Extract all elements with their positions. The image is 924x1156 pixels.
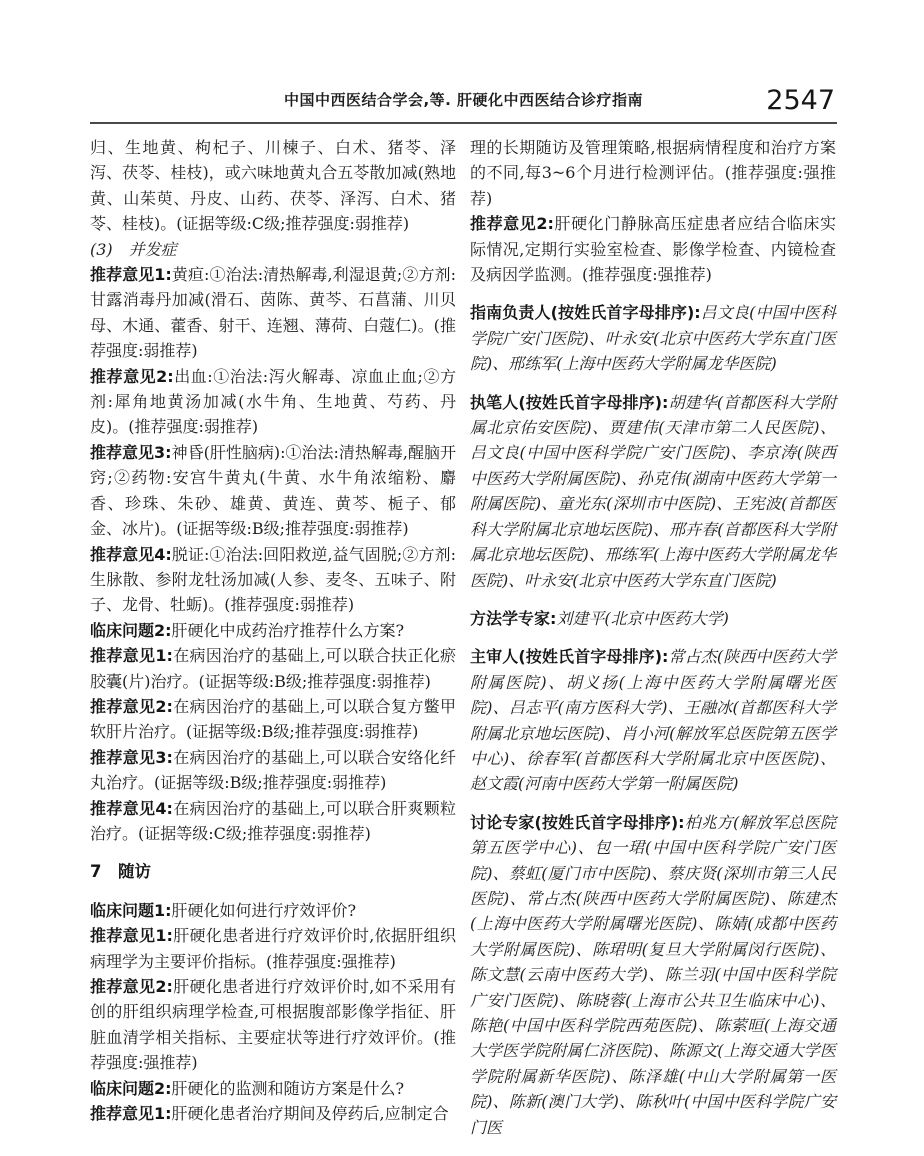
subsection-complications — [90, 237, 456, 262]
recommendation-label: 推荐意见1: — [90, 646, 173, 666]
recommendation-label: 推荐意见2: — [90, 696, 173, 716]
recommendation-text: 肝硬化患者治疗期间及停药后,应制定合 — [171, 1104, 449, 1124]
two-column-body — [90, 135, 837, 1140]
clinical-question-monitoring — [90, 1076, 456, 1101]
recommendation-fuzhenghuayu — [90, 643, 456, 694]
clinical-question-efficacy — [90, 898, 456, 923]
recommendation-text: 在病因治疗的基础上,可以联合肝爽颗粒治疗。(证据等级:C级;推荐强度:弱推荐) — [90, 798, 456, 843]
discussion-experts — [470, 810, 836, 1140]
guideline-leaders — [470, 300, 836, 376]
page-content — [90, 84, 837, 1140]
team-label: 主审人(按姓氏首字母排序): — [470, 647, 669, 667]
recommendation-noninvasive — [90, 974, 456, 1076]
question-text: 肝硬化如何进行疗效评价? — [171, 900, 357, 920]
recommendation-collapse — [90, 542, 456, 618]
recommendation-label: 推荐意见2: — [90, 366, 174, 386]
recommendation-text: 在病因治疗的基础上,可以联合扶正化瘀胶囊(片)治疗。(证据等级:B级;推荐强度:弱推荐) — [90, 646, 456, 691]
team-label: 讨论专家(按姓氏首字母排序): — [470, 812, 685, 832]
recommendation-portal-hypertension — [470, 211, 836, 287]
right-column — [470, 135, 836, 1140]
methodology-expert — [470, 606, 836, 631]
recommendation-label: 推荐意见2: — [90, 977, 173, 996]
header-rule — [90, 122, 837, 124]
recommendation-ganshuang — [90, 796, 456, 847]
section-heading-text: 7 随访 — [90, 862, 151, 882]
recommendation-coma — [90, 440, 456, 542]
recommendation-label: 推荐意见1: — [90, 1104, 172, 1124]
subsection-text: (3) 并发症 — [90, 239, 177, 259]
page-number: 2547 — [766, 85, 835, 116]
question-text: 肝硬化中成药治疗推荐什么方案? — [171, 620, 405, 640]
recommendation-bleeding — [90, 364, 456, 440]
page-header — [90, 84, 837, 114]
question-label: 临床问题2: — [90, 620, 172, 640]
question-label: 临床问题2: — [90, 1078, 172, 1098]
continuation-paragraph — [470, 135, 836, 211]
recommendation-label: 推荐意见3: — [90, 747, 173, 767]
chief-reviewers — [470, 644, 836, 796]
paragraph-text: 归、生地黄、枸杞子、川楝子、白术、猪苓、泽泻、茯苓、桂枝)，或六味地黄丸合五苓散加减(熟地黄、山茱萸、丹皮、山药、茯苓、泽泻、白术、猪苓、桂枝)。(证据等级:C级;推荐强度:弱推荐) — [90, 138, 456, 234]
left-column — [90, 135, 456, 1140]
recommendation-text: 肝硬化患者进行疗效评价时,依据肝组织病理学为主要评价指标。(推荐强度:强推荐) — [90, 926, 456, 971]
recommendation-text: 出血:①治法:泻火解毒、凉血止血;②方剂:犀角地黄汤加减(水牛角、生地黄、芍药、丹皮)。(推荐强度:弱推荐) — [90, 366, 456, 437]
recommendation-label: 推荐意见3: — [90, 442, 172, 462]
section-heading-followup — [90, 859, 456, 884]
clinical-question-patent-medicine — [90, 618, 456, 643]
recommendation-label: 推荐意见2: — [470, 214, 554, 234]
recommendation-text: 神昏(肝性脑病):①治法:清热解毒,醒脑开窍;②药物:安宫牛黄丸(牛黄、水牛角浓缩粉、麝香、珍珠、朱砂、雄黄、黄连、黄芩、栀子、郁金、冰片)。(证据等级:B级;推荐强度:弱推荐) — [90, 442, 456, 539]
recommendation-label: 推荐意见1: — [90, 926, 173, 946]
recommendation-followup-plan — [90, 1101, 456, 1126]
team-names: 常占杰(陕西中医药大学附属医院)、胡义扬(上海中医药大学附属曙光医院)、吕志平(南方医科大学)、王融冰(首都医科大学附属北京地坛医院)、肖小河(解放军总医院第五医学中心)、徐春军(首都医科大学附属北京中医医院)、赵文霞(河南中医药大学第一附属医院) — [470, 647, 836, 794]
recommendation-text: 肝硬化门静脉高压症患者应结合临床实际情况,定期行实验室检查、影像学检查、内镜检查及病因学监测。(推荐强度:强推荐) — [470, 214, 836, 285]
recommendation-jaundice — [90, 262, 456, 364]
recommendation-text: 在病因治疗的基础上,可以联合复方鳖甲软肝片治疗。(证据等级:B级;推荐强度:弱推荐) — [90, 696, 456, 742]
recommendation-text: 黄疸:①治法:清热解毒,利湿退黄;②方剂:甘露消毒丹加减(滑石、茵陈、黄芩、石菖蒲、川贝母、木通、藿香、射干、连翘、薄荷、白蔻仁)。(推荐强度:弱推荐) — [90, 265, 456, 361]
team-names: 吕文良(中国中医科学院广安门医院)、叶永安(北京中医药大学东直门医院)、邢练军(上海中医药大学附属龙华医院) — [470, 303, 836, 374]
recommendation-text: 脱证:①治法:回阳救逆,益气固脱;②方剂:生脉散、参附龙牡汤加减(人参、麦冬、五味子、附子、龙骨、牡蛎)。(推荐强度:弱推荐) — [90, 544, 456, 615]
recommendation-anluohuaxian — [90, 745, 456, 796]
recommendation-biejiaruangan — [90, 694, 456, 745]
team-names: 刘建平(北京中医药大学) — [556, 608, 729, 628]
recommendation-text: 肝硬化患者进行疗效评价时,如不采用有创的肝组织病理学检查,可根据腹部影像学指征、肝脏血清学相关指标、主要症状等进行疗效评价。(推荐强度:强推荐) — [90, 977, 456, 1073]
question-label: 临床问题1: — [90, 900, 172, 920]
recommendation-label: 推荐意见1: — [90, 265, 172, 285]
running-title: 中国中西医结合学会,等. 肝硬化中西医结合诊疗指南 — [283, 91, 644, 109]
recommendation-label: 推荐意见4: — [90, 798, 173, 818]
team-label: 指南负责人(按姓氏首字母排序): — [470, 303, 701, 323]
team-names: 胡建华(首都医科大学附属北京佑安医院)、贾建伟(天津市第二人民医院)、吕文良(中国中医科学院广安门医院)、李京涛(陕西中医药大学附属医院)、孙克伟(湖南中医药大学第一附属医院)、童光东(深圳市中医院)、王宪波(首都医科大学附属北京地坛医院)、邢卉春(首都医科大学附属北京地坛医院)、邢练军(上海中医药大学附属龙华医院)、叶永安(北京中医药大学东直门医院) — [470, 392, 836, 590]
question-text: 肝硬化的监测和随访方案是什么? — [171, 1078, 405, 1098]
recommendation-pathology — [90, 923, 456, 974]
team-label: 方法学专家: — [470, 608, 557, 628]
team-names: 柏兆方(解放军总医院第五医学中心)、包一珺(中国中医科学院广安门医院)、蔡虹(厦门市中医院)、蔡庆贤(深圳市第三人民医院)、常占杰(陕西中医药大学附属医院)、陈建杰(上海中医药大学附属曙光医院)、陈婧(成都中医药大学附属医院)、陈珺明(复旦大学附属闵行医院)、陈文慧(云南中医药大学)、陈兰羽(中国中医科学院广安门医院)、陈晓蓉(上海市公共卫生临床中心)、陈艳(中国中医科学院西苑医院)、陈萦晅(上海交通大学医学院附属仁济医院)、陈源文(上海交通大学医学院附属新华医院)、陈泽雄(中山大学附属第一医院)、陈新(澳门大学)、陈秋叶(中国中医科学院广安门医 — [470, 812, 836, 1137]
paragraph-text: 理的长期随访及管理策略,根据病情程度和治疗方案的不同,每3~6个月进行检测评估。(推荐强度:强推荐) — [470, 138, 836, 208]
drafters — [470, 390, 836, 593]
continuation-paragraph — [90, 135, 456, 237]
team-label: 执笔人(按姓氏首字母排序): — [470, 392, 669, 412]
recommendation-label: 推荐意见4: — [90, 544, 172, 564]
recommendation-text: 在病因治疗的基础上,可以联合安络化纤丸治疗。(证据等级:B级;推荐强度:弱推荐) — [90, 747, 456, 793]
